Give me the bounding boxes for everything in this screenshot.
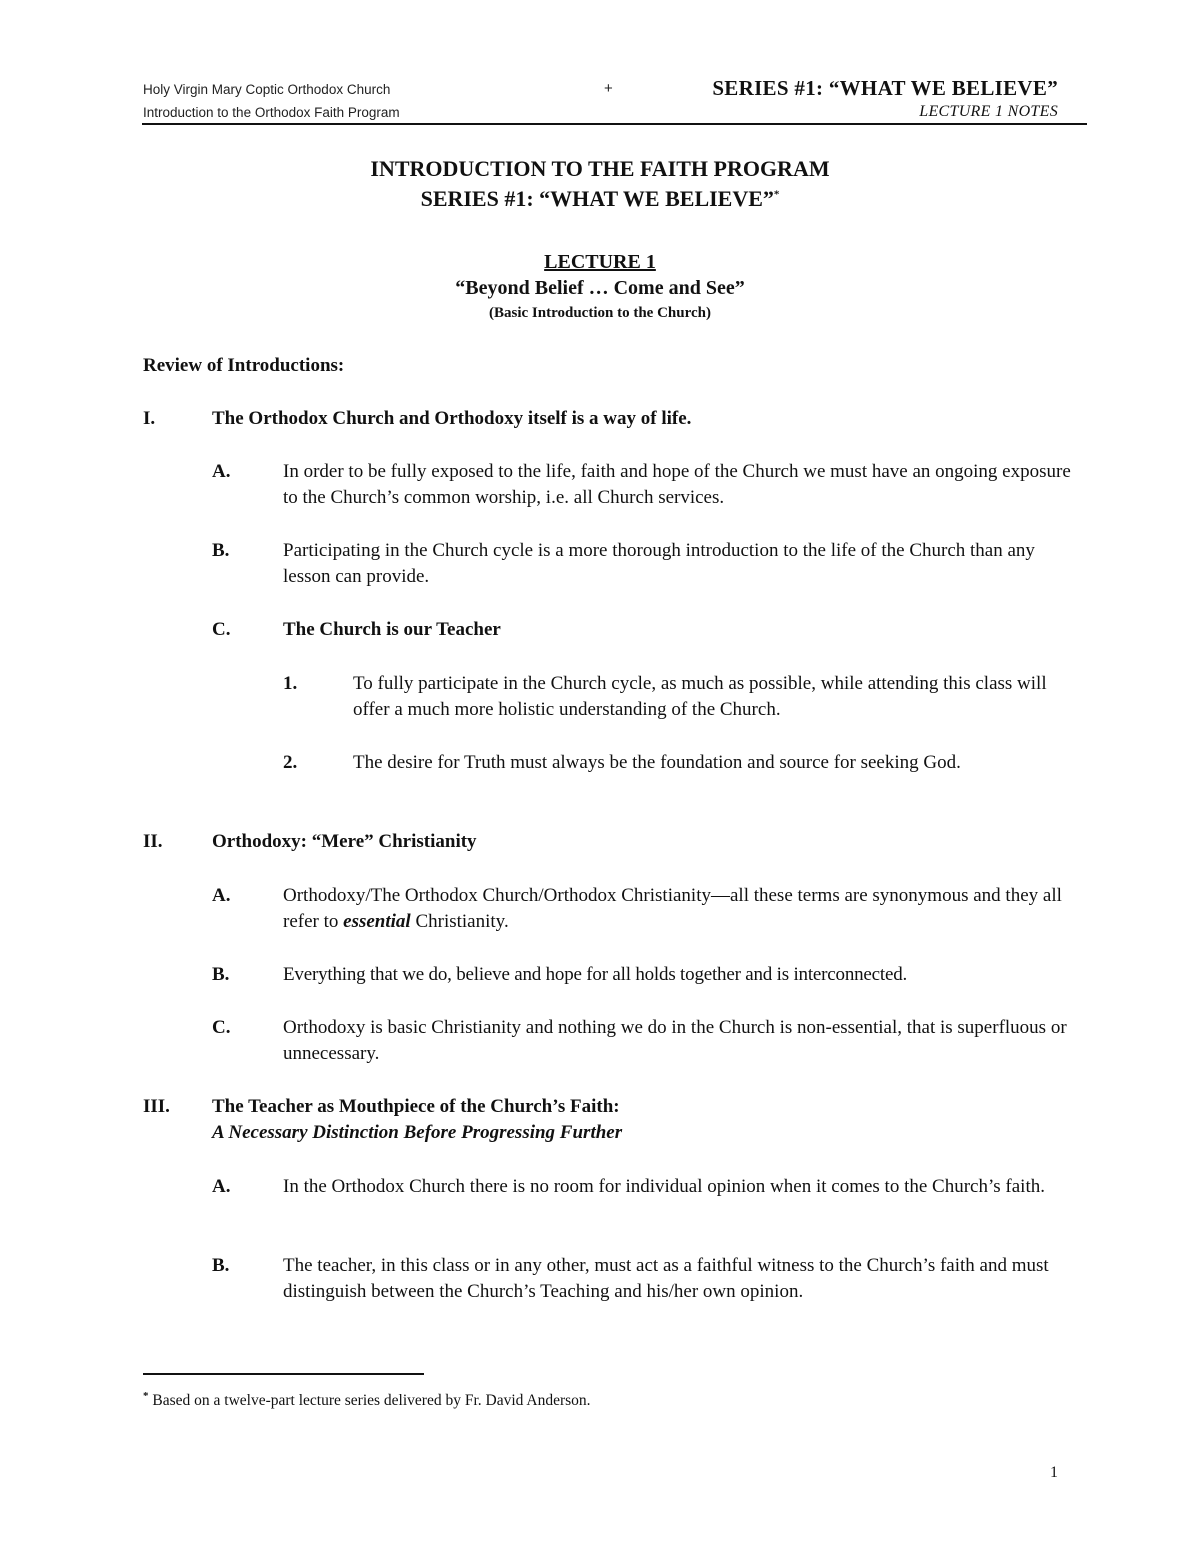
item-text: The Church is our Teacher	[283, 619, 501, 640]
header-rule	[142, 123, 1087, 125]
item-text: In order to be fully exposed to the life, faith and hope of the Church we must have an ongoing exposure to the Church’s common worship, i.e. all Church services.	[283, 461, 1071, 508]
item-label: A.	[212, 461, 231, 482]
lecture-subtitle-2: (Basic Introduction to the Church)	[489, 305, 711, 321]
section-heading: The Orthodox Church and Orthodoxy itself is a way of life.	[212, 408, 692, 429]
review-heading: Review of Introductions:	[143, 355, 345, 376]
item-text: Orthodoxy is basic Christianity and nothing we do in the Church is non-essential, that is superfluous or unnecessary.	[283, 1017, 1067, 1064]
subitem-label: 1.	[283, 673, 298, 694]
section-heading: Orthodoxy: “Mere” Christianity	[212, 831, 477, 852]
subitem-text: The desire for Truth must always be the foundation and source for seeking God.	[353, 752, 961, 773]
series-title-text: SERIES #1: “WHAT WE BELIEVE”	[420, 186, 774, 211]
item-label: A.	[212, 1176, 231, 1197]
header-series-title: SERIES #1: “WHAT WE BELIEVE”	[712, 76, 1058, 100]
footnote-mark: *	[143, 1390, 149, 1402]
section-subheading: A Necessary Distinction Before Progressing Further	[212, 1122, 623, 1143]
subitem-text: To fully participate in the Church cycle, as much as possible, while attending this class will offer a much more holistic understanding of the Church.	[353, 673, 1047, 720]
item-text	[283, 883, 1073, 935]
footnote-rule	[143, 1373, 424, 1375]
lecture-heading	[0, 251, 1200, 274]
section-heading: The Teacher as Mouthpiece of the Church’s Faith:	[212, 1096, 620, 1117]
header-separator: +	[604, 80, 613, 97]
item-label: B.	[212, 540, 230, 561]
lecture-heading-text: LECTURE 1	[544, 251, 656, 273]
item-text: Everything that we do, believe and hope for all holds together and is interconnected.	[283, 964, 908, 985]
series-title	[0, 186, 1200, 212]
footnote-reference: *	[773, 188, 780, 201]
item-label: C.	[212, 1017, 231, 1038]
item-label: B.	[212, 964, 230, 985]
lecture-subtitle: “Beyond Belief … Come and See”	[455, 277, 745, 299]
item-label: B.	[212, 1255, 230, 1276]
footnote	[143, 1390, 591, 1410]
footnote-text: Based on a twelve-part lecture series delivered by Fr. David Anderson.	[152, 1392, 591, 1410]
page-number: 1	[1050, 1464, 1058, 1481]
header-program-name: Introduction to the Orthodox Faith Program	[143, 105, 400, 120]
item-text-before: Orthodoxy/The Orthodox Church/Orthodox Christianity—all these terms are synonymous and they all refer to	[283, 885, 1062, 932]
item-text: Participating in the Church cycle is a more thorough introduction to the life of the Church than any lesson can provide.	[283, 540, 1035, 587]
item-text: The teacher, in this class or in any other, must act as a faithful witness to the Church’s faith and must distinguish between the Church’s Teaching and his/her own opinion.	[283, 1255, 1049, 1302]
header-church-name: Holy Virgin Mary Coptic Orthodox Church	[143, 82, 391, 97]
item-text: In the Orthodox Church there is no room for individual opinion when it comes to the Church’s faith.	[283, 1176, 1045, 1197]
item-text-after: Christianity.	[410, 911, 509, 932]
subitem-label: 2.	[283, 752, 298, 773]
section-number: I.	[143, 408, 156, 429]
document-title: INTRODUCTION TO THE FAITH PROGRAM	[370, 156, 830, 181]
section-number: III.	[143, 1096, 170, 1117]
item-label: C.	[212, 619, 231, 640]
item-label: A.	[212, 885, 231, 906]
item-text-emphasis: essential	[343, 911, 411, 932]
header-lecture-notes: LECTURE 1 NOTES	[919, 103, 1058, 120]
section-number: II.	[143, 831, 163, 852]
